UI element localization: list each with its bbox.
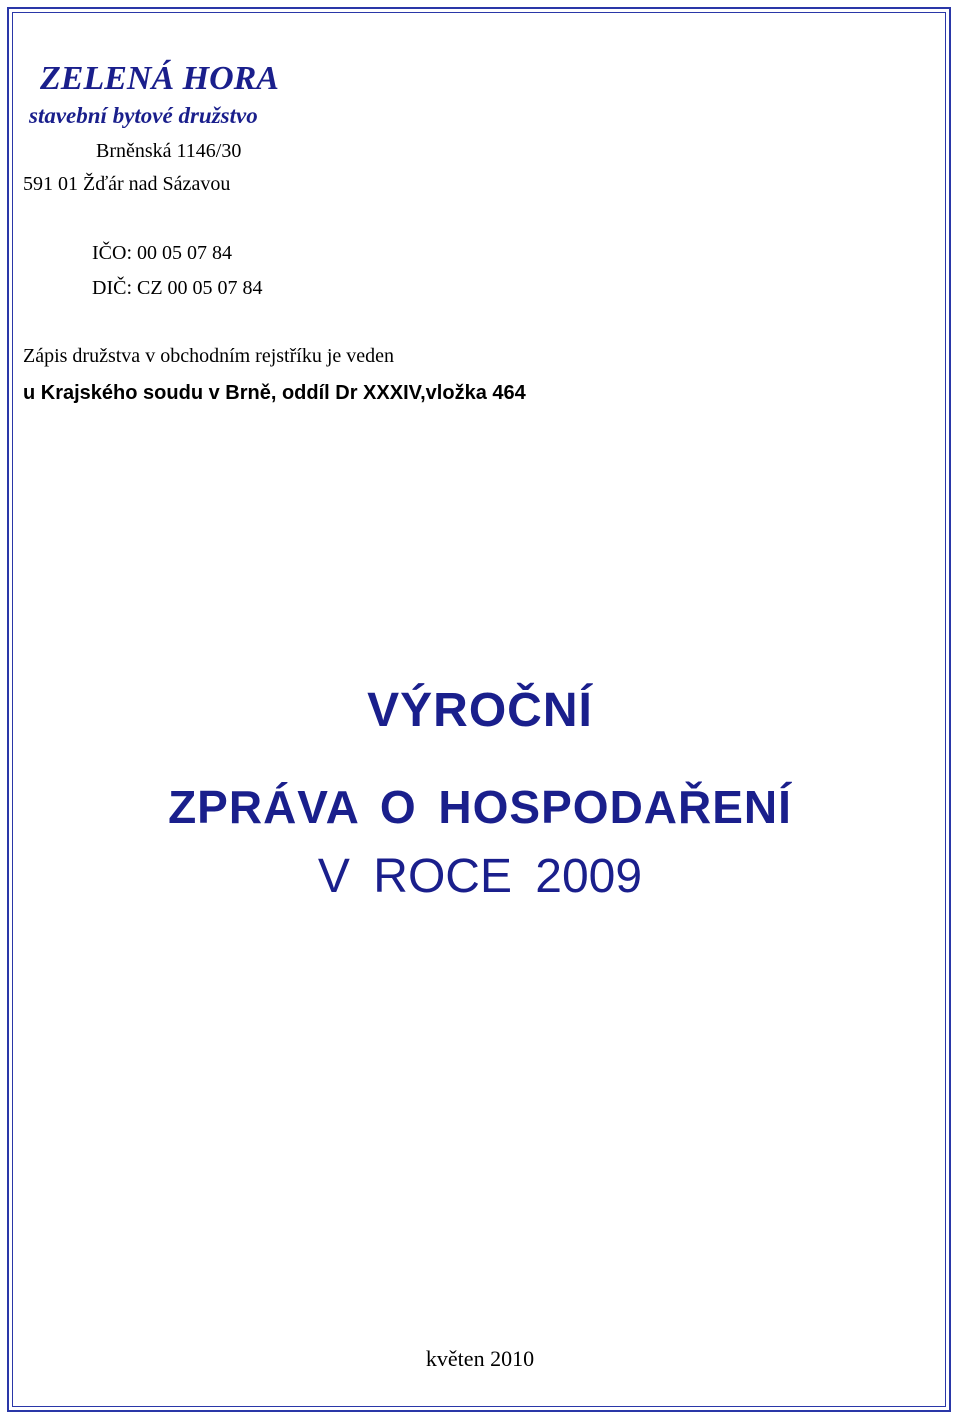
report-date: květen 2010 bbox=[425, 1346, 535, 1371]
report-title-line-2: ZPRÁVA O HOSPODAŘENÍ bbox=[168, 781, 792, 833]
organization-name: ZELENÁ HORA bbox=[40, 60, 279, 97]
organization-type: stavební bytové družstvo bbox=[29, 103, 258, 128]
report-title-line-1: VÝROČNÍ bbox=[367, 684, 593, 737]
report-title-line-3: V ROCE 2009 bbox=[317, 850, 643, 903]
address-street: Brněnská 1146/30 bbox=[96, 140, 242, 162]
registry-court: u Krajského soudu v Brně, oddíl Dr XXXIV,vložka 464 bbox=[23, 382, 526, 404]
dic-number: DIČ: CZ 00 05 07 84 bbox=[92, 277, 263, 299]
registry-note: Zápis družstva v obchodním rejstříku je veden bbox=[23, 345, 395, 367]
address-city: 591 01 Žďár nad Sázavou bbox=[23, 173, 231, 195]
ico-number: IČO: 00 05 07 84 bbox=[92, 242, 232, 264]
